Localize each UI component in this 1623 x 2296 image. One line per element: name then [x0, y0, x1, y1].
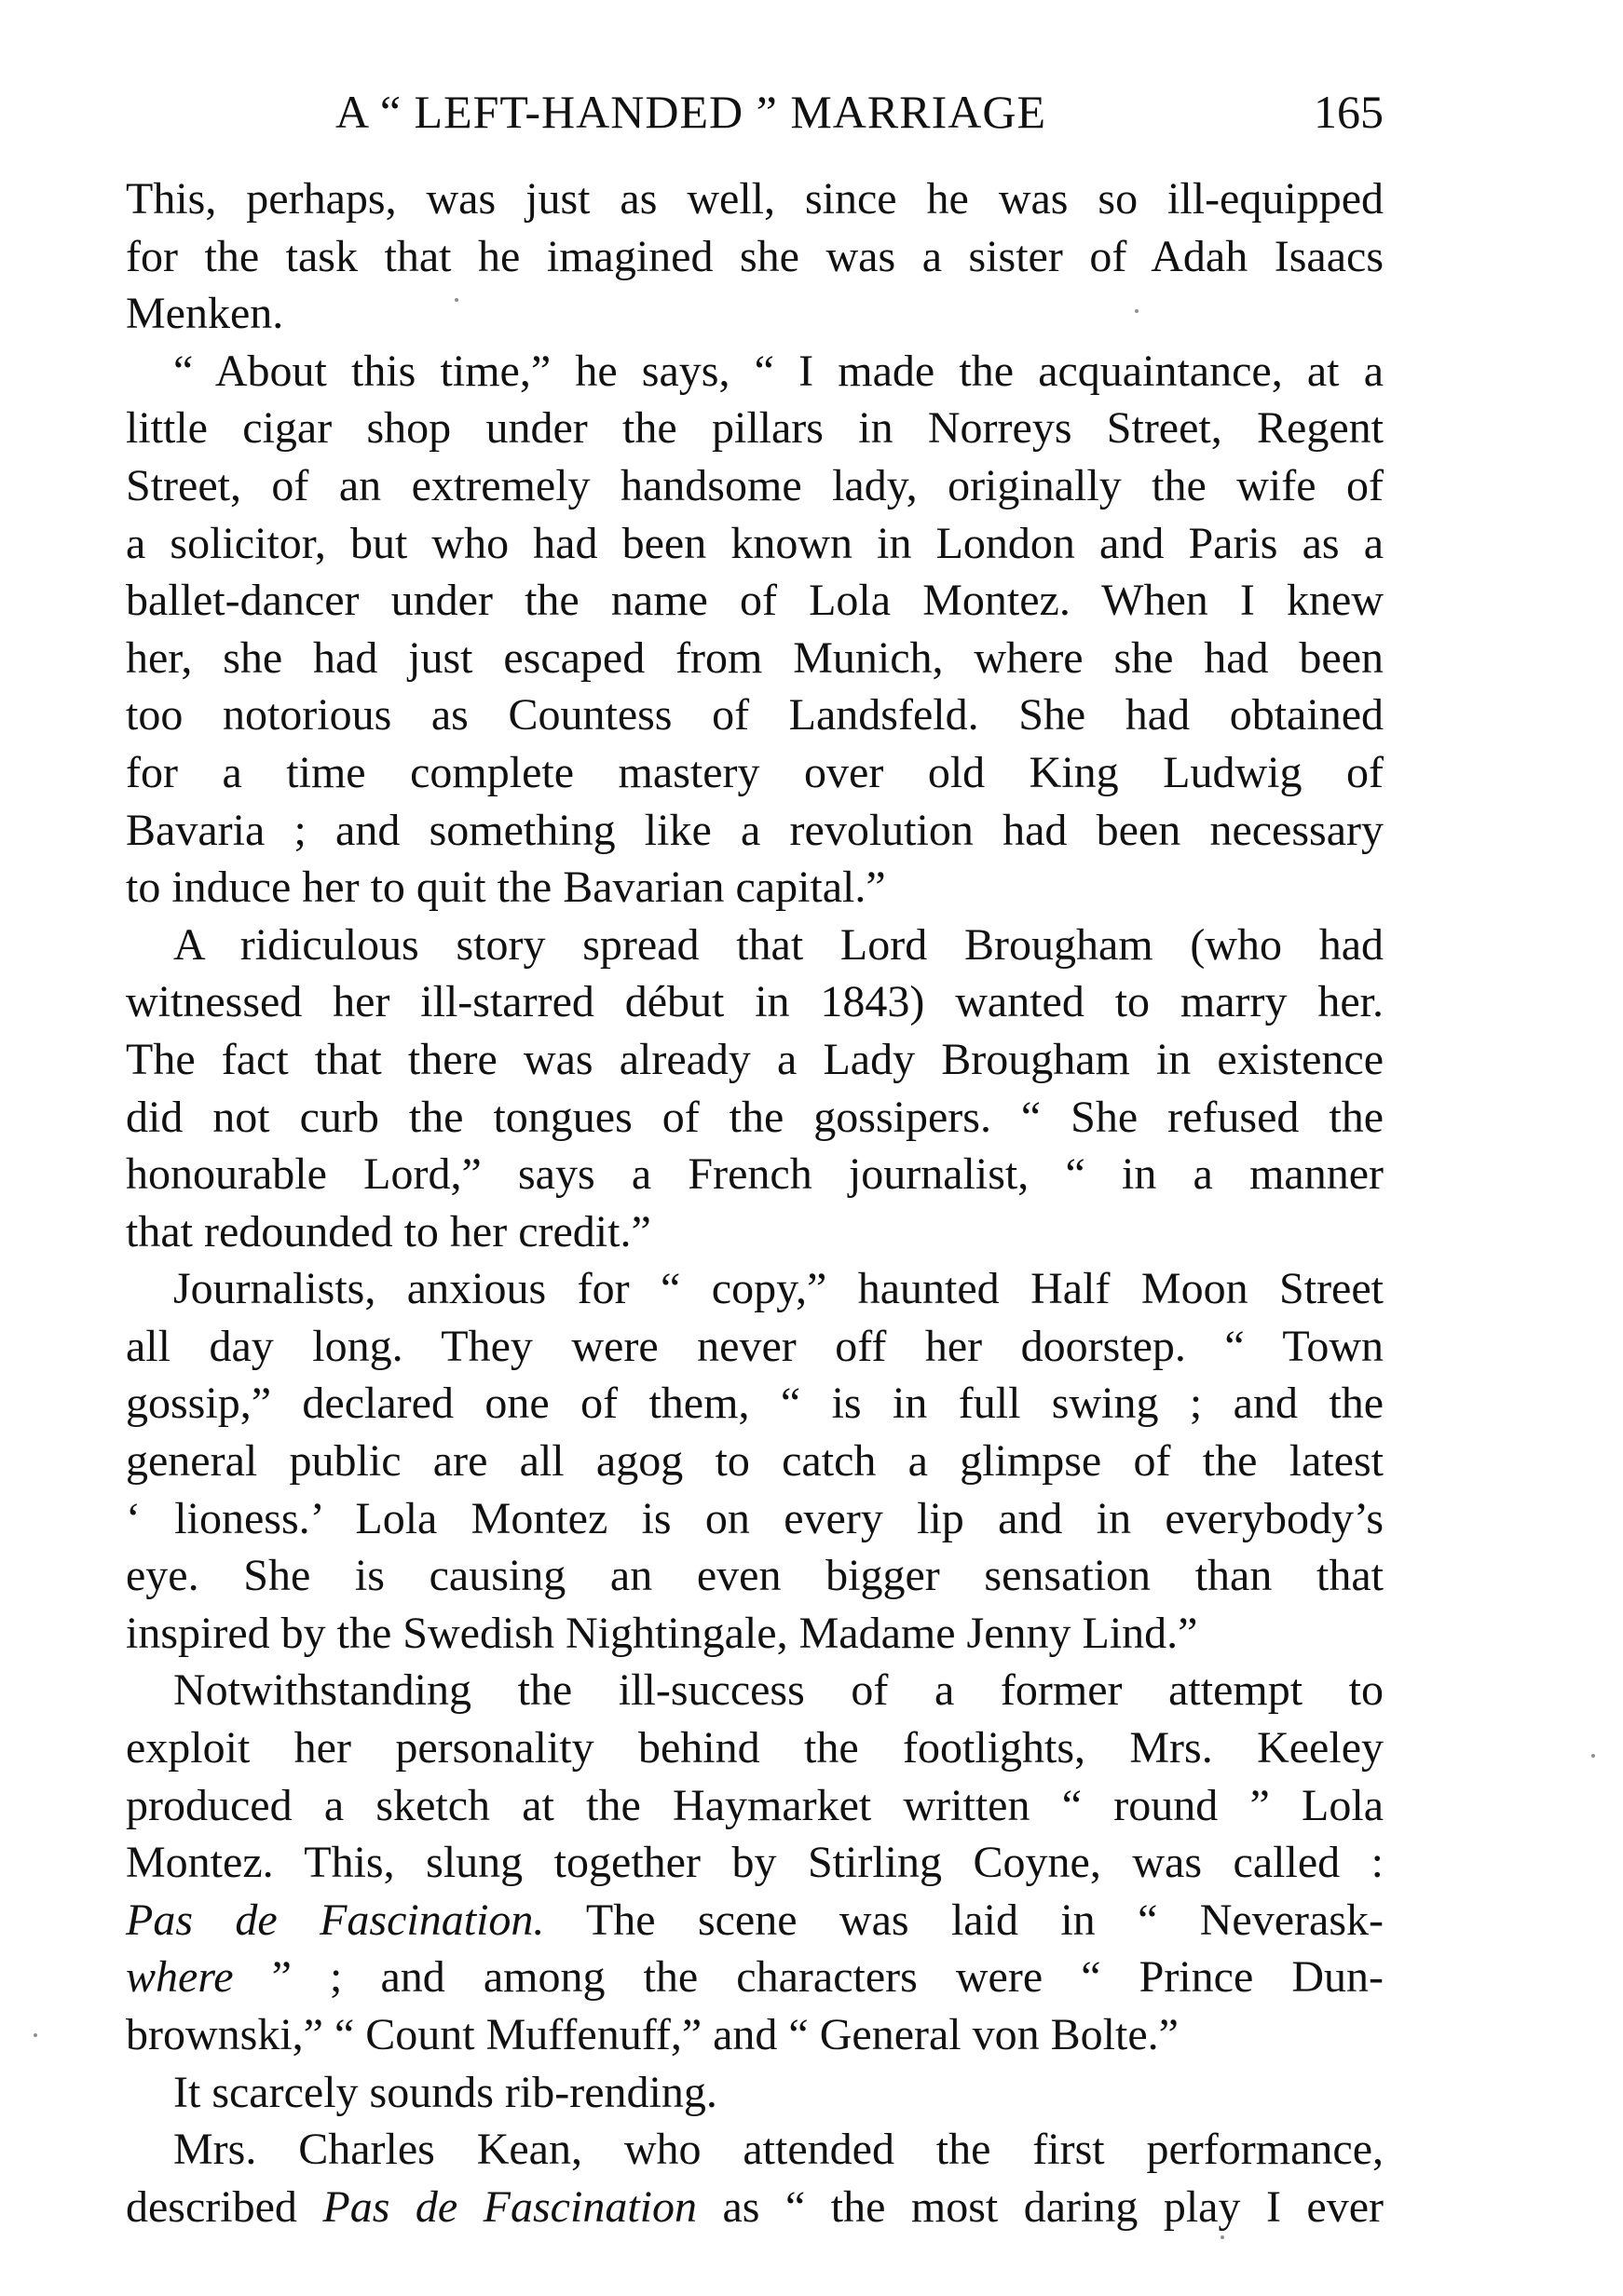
text-line: Journalists, anxious for “ copy,” haunted Half Moon Street: [173, 1264, 1384, 1314]
text-line: Mrs. Charles Kean, who attended the first performance,: [173, 2125, 1384, 2175]
text-line: witnessed her ill-starred début in 1843) wanted to marry her.: [126, 977, 1384, 1027]
text-line: ‘ lioness.’ Lola Montez is on every lip and in everybody’s: [126, 1493, 1384, 1543]
text-line: exploit her personality behind the footlights, Mrs. Keeley: [126, 1723, 1384, 1773]
text-line: [126, 1949, 1384, 2006]
text-line: inspired by the Swedish Nightingale, Madame Jenny Lind.”: [126, 1608, 1198, 1658]
text-line: brownski,” “ Count Muffenuff,” and “ General von Bolte.”: [126, 2010, 1179, 2059]
scan-speck: [1591, 1754, 1595, 1758]
text-line: general public are all agog to catch a glimpse of the latest: [126, 1436, 1384, 1487]
text-line: Notwithstanding the ill-success of a former attempt to: [173, 1665, 1384, 1716]
text-line: Menken.: [126, 289, 284, 339]
text-line: honourable Lord,” says a French journalist, “ in a manner: [126, 1149, 1384, 1200]
text-line: gossip,” declared one of them, “ is in full swing ; and the: [126, 1379, 1384, 1429]
text-line: “ About this time,” he says, “ I made the acquaintance, at a: [173, 346, 1384, 396]
text-line: Bavaria ; and something like a revolution had been necessary: [126, 805, 1384, 855]
italic-title: Pas de Fascination: [322, 2181, 697, 2232]
text-line: It scarcely sounds rib-rending.: [173, 2067, 717, 2117]
text-line: ballet-dancer under the name of Lola Montez. When I knew: [126, 576, 1384, 626]
running-title: A “ LEFT-HANDED ” MARRIAGE: [335, 86, 1046, 138]
running-header: [126, 79, 1384, 144]
text-run: as “ the most daring play I ever: [697, 2181, 1384, 2232]
text-line: The fact that there was already a Lady Brougham in existence: [126, 1034, 1384, 1084]
text-line: This, perhaps, was just as well, since he was so ill-equipped: [126, 174, 1384, 224]
scan-speck: [1135, 309, 1139, 313]
text-line: a solicitor, but who had been known in London and Paris as a: [126, 518, 1384, 568]
italic-title: Pas de Fascination.: [126, 1895, 545, 1945]
text-line: [126, 1892, 1384, 1950]
scan-speck: [455, 298, 458, 302]
text-line: Street, of an extremely handsome lady, originally the wife of: [126, 460, 1384, 510]
text-line: too notorious as Countess of Landsfeld. She had obtained: [126, 690, 1384, 740]
text-line: little cigar shop under the pillars in Norreys Street, Regent: [126, 403, 1384, 454]
text-run: The scene was laid in “ Neverask-: [544, 1895, 1384, 1945]
text-line: produced a sketch at the Haymarket written “ round ” Lola: [126, 1780, 1384, 1830]
text-line: A ridiculous story spread that Lord Brougham (who had: [173, 919, 1384, 970]
text-line: eye. She is causing an even bigger sensation than that: [126, 1551, 1384, 1601]
text-run: ” ; and among the characters were “ Prince Dun-: [233, 1952, 1384, 2003]
scan-speck: [34, 2033, 37, 2037]
text-line: her, she had just escaped from Munich, where she had been: [126, 632, 1384, 683]
italic-word: where: [126, 1952, 234, 2003]
text-line: did not curb the tongues of the gossipers. “ She refused the: [126, 1092, 1384, 1142]
text-line: for the task that he imagined she was a sister of Adah Isaacs: [126, 231, 1384, 281]
text-run: described: [126, 2181, 323, 2232]
page-number: 165: [1314, 86, 1384, 138]
text-line: all day long. They were never off her doorstep. “ Town: [126, 1321, 1384, 1371]
scan-speck: [1221, 2235, 1224, 2239]
text-line: to induce her to quit the Bavarian capital.”: [126, 863, 886, 913]
text-line: [126, 2179, 1384, 2236]
text-line: that redounded to her credit.”: [126, 1206, 651, 1257]
body-text: [126, 170, 1384, 2235]
text-line: for a time complete mastery over old King Ludwig of: [126, 747, 1384, 797]
text-line: Montez. This, slung together by Stirling Coyne, was called :: [126, 1838, 1384, 1888]
